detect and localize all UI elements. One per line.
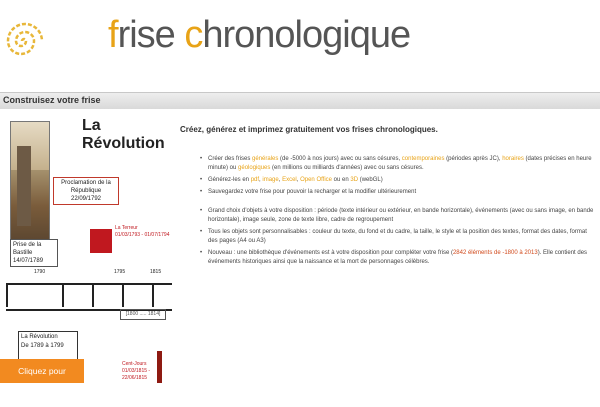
terror-period-block bbox=[90, 229, 112, 253]
feature-highlight-link[interactable]: 2842 éléments de -1800 à 2013 bbox=[452, 250, 538, 256]
bastille-painting bbox=[10, 121, 50, 243]
feature-text: , bbox=[278, 177, 283, 183]
axis-tick bbox=[122, 285, 124, 307]
feature-text: Créer des frises bbox=[208, 156, 253, 162]
site-title[interactable] bbox=[108, 14, 410, 57]
feature-highlight-link[interactable]: contemporaines bbox=[401, 156, 445, 162]
timeline-preview[interactable] bbox=[2, 113, 174, 391]
description-panel bbox=[180, 113, 598, 393]
feature-item bbox=[200, 207, 598, 225]
revolution-period-box: La Révolution De 1789 à 1799 bbox=[18, 331, 78, 361]
feature-item bbox=[200, 188, 598, 197]
spiral-logo-icon[interactable] bbox=[4, 6, 44, 76]
timeline-axis bbox=[6, 283, 172, 311]
feature-highlight-link[interactable]: 3D bbox=[350, 177, 359, 183]
axis-tick bbox=[6, 285, 8, 307]
feature-highlight-link[interactable]: horaires bbox=[502, 156, 524, 162]
feature-text: ). Elle contient des événements historiques ainsi que la naissance et la mort de personnages célèbres. bbox=[208, 250, 588, 265]
title-accent-f: f bbox=[108, 14, 118, 56]
axis-tick bbox=[62, 285, 64, 307]
feature-item bbox=[200, 249, 598, 267]
feature-highlight-link[interactable]: pdf bbox=[250, 177, 260, 183]
axis-tick bbox=[152, 285, 154, 307]
feature-text: (dates précises en heure minute) ou bbox=[208, 156, 592, 171]
main-content bbox=[0, 109, 600, 400]
bastille-caption: Prise de la Bastille 14/07/1789 bbox=[10, 239, 58, 267]
cent-jours-label: Cent-Jours 01/03/1815 - 22/06/1815 bbox=[122, 361, 151, 381]
period-bar-1800-1814: [1800 ..... 1814] bbox=[120, 309, 166, 320]
tick-label: 1790 bbox=[34, 269, 46, 275]
axis-tick bbox=[92, 285, 94, 307]
feature-highlight-link[interactable]: Excel bbox=[282, 177, 297, 183]
title-accent-c: c bbox=[184, 14, 203, 56]
header bbox=[0, 0, 600, 90]
section-title: Construisez votre frise bbox=[3, 95, 101, 105]
title-part1: rise bbox=[117, 14, 185, 56]
preview-title: La Révolution bbox=[82, 117, 165, 152]
feature-text: Grand choix d'objets à votre disposition : période (texte intérieur ou extérieur, en bande horizontale), événements (avec ou sans image, en bande horizontale), image seule, zone de texte libre, cadre de regroupement bbox=[208, 208, 594, 223]
feature-text: , bbox=[259, 177, 263, 183]
feature-highlight-link[interactable]: générales bbox=[252, 156, 279, 162]
feature-item bbox=[200, 155, 598, 173]
feature-text: (périodes après JC), bbox=[444, 156, 503, 162]
feature-highlight-link[interactable]: géologiques bbox=[238, 165, 271, 171]
section-header bbox=[0, 92, 600, 110]
feature-text: Générez-les en bbox=[208, 177, 251, 183]
feature-item bbox=[200, 228, 598, 246]
start-button[interactable]: Cliquez pour commencer > bbox=[0, 359, 84, 383]
feature-text: Sauvegardez votre frise pour pouvoir la recharger et la modifier ultérieurement bbox=[208, 189, 417, 195]
feature-highlight-link[interactable]: image bbox=[262, 177, 279, 183]
tick-label: 1815 bbox=[150, 269, 162, 275]
title-part2: hronologique bbox=[202, 14, 411, 56]
feature-list bbox=[200, 155, 598, 270]
feature-text: ou en bbox=[332, 177, 351, 183]
feature-text: (en millions ou milliards d'années) avec ou sans césures. bbox=[270, 165, 424, 171]
feature-highlight-link[interactable]: Open Office bbox=[300, 177, 333, 183]
feature-item bbox=[200, 176, 598, 185]
feature-text: (webGL) bbox=[358, 177, 383, 183]
feature-text: Tous les objets sont personnalisables : couleur du texte, du fond et du cadre, la taille, le style et la position des textes, format des dates, format des pages (A4 ou A3) bbox=[208, 229, 587, 244]
intro-text: Créez, générez et imprimez gratuitement vos frises chronologiques. bbox=[180, 125, 438, 134]
feature-text: Nouveau : une bibliothèque d'événements est à votre disposition pour compléter votre frise ( bbox=[208, 250, 453, 256]
feature-text: (de -5000 à nos jours) avec ou sans césures, bbox=[278, 156, 402, 162]
proclamation-caption: Proclamation de la République 22/09/1792 bbox=[53, 177, 119, 205]
terror-label: La Terreur 01/03/1793 - 01/07/1794 bbox=[115, 225, 170, 238]
feature-text: , bbox=[296, 177, 301, 183]
tick-label: 1795 bbox=[114, 269, 126, 275]
